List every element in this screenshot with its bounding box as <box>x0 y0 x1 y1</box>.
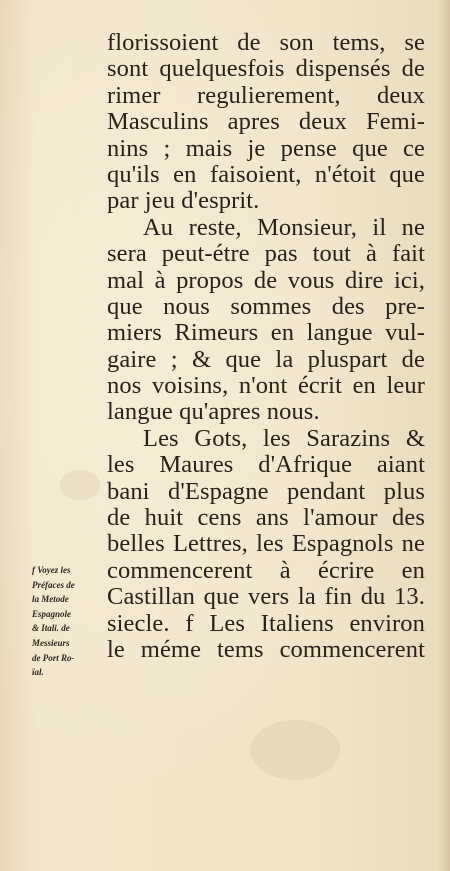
margin-note-line: & Itali. de <box>32 623 70 634</box>
text-line: que nous sommes des pre- <box>107 292 425 320</box>
paragraph-start-line: Les Gots, les Sarazins & <box>143 424 425 452</box>
margin-note-line: ïal. <box>32 667 44 678</box>
text-line: rimer regulierement, deux <box>107 81 425 109</box>
text-line: siecle. f Les Italiens environ <box>107 609 425 637</box>
margin-note <box>32 563 98 680</box>
paper-stain <box>60 470 100 500</box>
text-line: langue qu'apres nous. <box>107 398 320 426</box>
main-text-block <box>107 30 425 663</box>
margin-note-line: la Metode <box>32 594 69 605</box>
text-line: commencerent à écrire en <box>107 556 425 584</box>
text-line: par jeu d'esprit. <box>107 187 260 215</box>
text-line: bani d'Espagne pendant plus <box>107 477 425 505</box>
text-line: belles Lettres, les Espagnols ne <box>107 530 425 558</box>
text-line: le méme tems commencerent <box>107 635 425 663</box>
text-line: florissoient de son tems, se <box>107 29 425 56</box>
margin-note-line: de Port Ro- <box>32 652 75 663</box>
text-line: qu'ils en faisoient, n'étoit que <box>107 160 425 188</box>
text-line: sont quelquesfois dispensés de <box>107 55 425 83</box>
text-line: Castillan que vers la fin du 13. <box>107 583 425 611</box>
text-line: les Maures d'Afrique aiant <box>107 451 425 479</box>
text-line: Masculins apres deux Femi- <box>107 108 425 136</box>
paragraph-start-line: Au reste, Monsieur, il ne <box>143 213 425 241</box>
margin-note-line: Préfaces de <box>32 579 75 590</box>
margin-note-line: Messieurs <box>32 637 70 648</box>
text-line: sera peut-étre pas tout à fait <box>107 240 425 268</box>
text-line: nins ; mais je pense que ce <box>107 134 425 162</box>
text-line: nos voisins, n'ont écrit en leur <box>107 372 425 400</box>
text-line: de huit cens ans l'amour des <box>107 504 425 532</box>
margin-note-line: Espagnole <box>32 608 72 619</box>
text-line: gaire ; & que la pluspart de <box>107 345 425 373</box>
paper-stain <box>250 720 340 780</box>
text-line: miers Rimeurs en langue vul- <box>107 319 425 347</box>
text-line: mal à propos de vous dire ici, <box>107 266 425 294</box>
margin-note-line: f Voyez les <box>32 565 71 575</box>
